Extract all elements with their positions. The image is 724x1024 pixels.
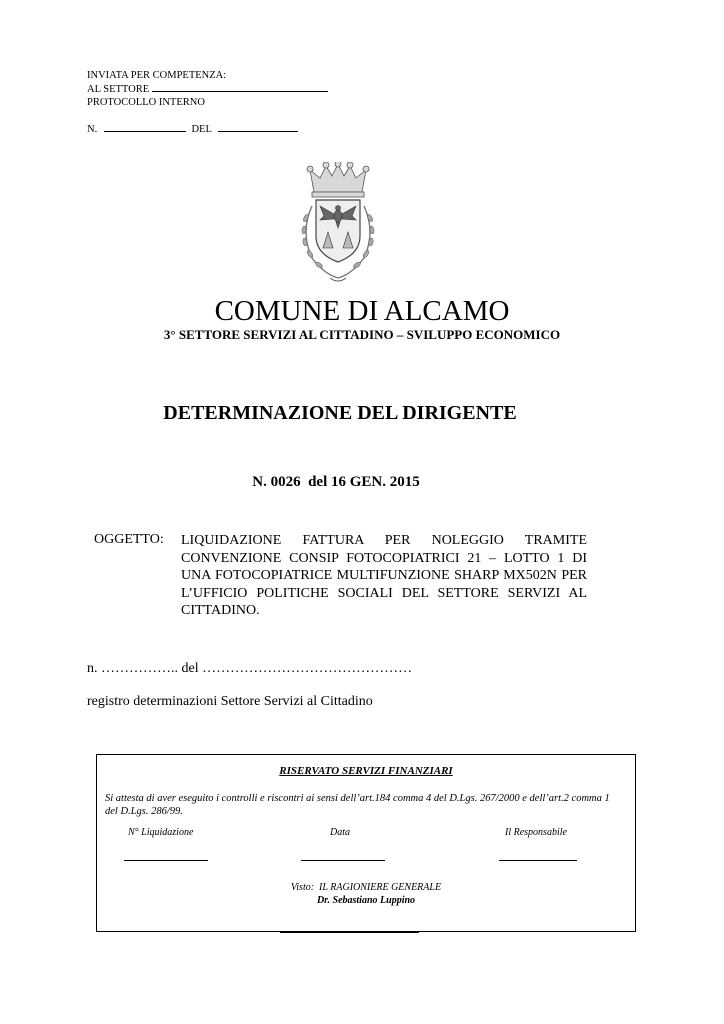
- document-number-date: N. 0026 del 16 GEN. 2015: [252, 474, 420, 490]
- header-line-protocollo: PROTOCOLLO INTERNO: [87, 97, 205, 108]
- signatory-name: Dr. Sebastiano Luppino: [316, 895, 416, 906]
- responsible-blank: [499, 859, 577, 861]
- department-subtitle: 3° SETTORE SERVIZI AL CITTADINO – SVILUPPO ECONOMICO: [163, 327, 561, 342]
- header-number-date: [87, 122, 328, 136]
- signature-line: [280, 931, 419, 933]
- subject-text: LIQUIDAZIONE FATTURA PER NOLEGGIO TRAMITE CONVENZIONE CONSIP FOTOCOPIATRICI 21 – LOTTO 1 DI UNA FOTOCOPIATRICE MULTIFUNZIONE SHARP MX502N PER L’UFFICIO POLITICHE SOCIALI DEL SETTORE SERVIZI AL CITTADINO.: [181, 533, 587, 618]
- number-label: N.: [87, 124, 98, 135]
- date-column-label: Data: [330, 827, 350, 838]
- subject-label: OGGETTO:: [94, 532, 164, 547]
- finance-services-box: [96, 754, 636, 932]
- liquidation-number-blank: [124, 859, 208, 861]
- header-line-settore: [87, 82, 328, 96]
- registry-number-line: n. …………….. del ………………………………………: [87, 661, 413, 676]
- date-label: DEL: [191, 124, 212, 135]
- registry-description: registro determinazioni Settore Servizi al Cittadino: [87, 694, 373, 709]
- header-line-invited: INVIATA PER COMPETENZA:: [87, 70, 227, 81]
- crest-icon: [290, 162, 386, 290]
- finance-attestation: Si attesta di aver eseguito i controlli e riscontri ai sensi dell’art.184 comma 4 del D.Lgs. 267/2000 e dell’art.2 comma 1 del D.Lgs. 286/99.: [105, 793, 610, 817]
- settore-blank-line: [152, 82, 328, 92]
- date-blank: [301, 859, 385, 861]
- page-title: COMUNE DI ALCAMO: [214, 295, 510, 327]
- document-type-heading: DETERMINAZIONE DEL DIRIGENTE: [163, 402, 517, 424]
- responsible-label: Il Responsabile: [505, 827, 567, 838]
- coat-of-arms-emblem: [290, 162, 386, 290]
- settore-label: AL SETTORE: [87, 84, 150, 95]
- finance-box-title: RISERVATO SERVIZI FINANZIARI: [279, 765, 453, 777]
- visto-line: Visto: IL RAGIONIERE GENERALE: [290, 882, 442, 893]
- header-block: [87, 69, 328, 136]
- liquidation-number-label: N° Liquidazione: [128, 827, 194, 838]
- date-blank-line: [218, 122, 298, 132]
- number-blank-line: [104, 122, 186, 132]
